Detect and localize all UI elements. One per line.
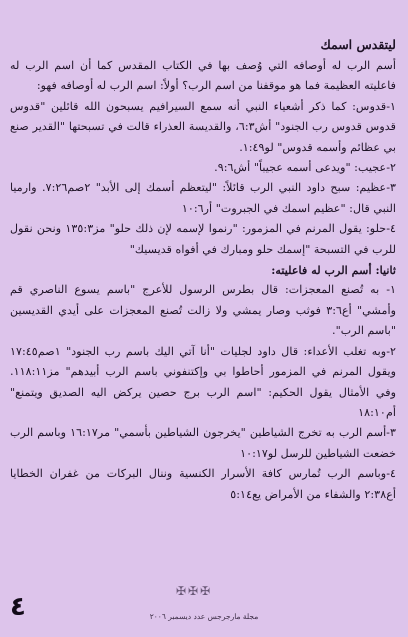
- page-body: [10, 36, 396, 608]
- page-title: ليتقدس اسمك: [320, 37, 396, 52]
- footer-caption: مجلة مارجرجس عدد ديسمبر ٢٠٠٦: [149, 612, 259, 621]
- demons-paragraph: ٣-أسم الرب به تخرج الشياطين "يخرجون الشياطين بأسمي" مر١٦:١٧ وباسم الرب خضعت الشياطين للرسل لو١٠:١٧: [10, 426, 396, 460]
- intro-paragraph: أسم الرب له أوصافه التي وُصف بها في الكتاب المقدس كما أن اسم الرب له فاعليته العظيمة فما هو موقفنا من اسم الرب؟ أولاً: اسم الرب له أوصافه فهو:: [10, 59, 396, 93]
- miracles-paragraph: ١- به تُصنع المعجزات: قال بطرس الرسول للأعرج "باسم يسوع الناصري قم وأمشي" أع٣:٦ فوثب وصار يمشي ولا زالت تُصنع المعجزات على أيدي القديسين "باسم الرب".: [10, 283, 396, 338]
- sweet-paragraph: ٤-حلو: يقول المرنم في المزمور: "رنموا لإسمه لإن ذلك حلو" مز١٣٥:٣ ونحن نقول للرب في التسبحة "إسمك حلو ومبارك في أفواه قديسيك": [10, 222, 396, 256]
- enemies-paragraph: ٢-وبه تغلب الأعداء: قال داود لجليات "أنا آتي اليك باسم رب الجنود" ١صم١٧:٤٥ ويقول المرنم في المزمور أحاطوا بي وإكتنفوني باسم الرب أبيدهم" مز١١٨:١١. وفي الأمثال يقول الحكيم: "اسم الرب برج حصين يركض اليه الصديق ويتمنع" أم١٨:١٠: [10, 344, 396, 419]
- sacraments-paragraph: ٤-وباسم الرب تُمارس كافة الأسرار الكنسية وننال البركات من غفران الخطايا أع٢:٣٨ والشفاء من الأمراض يع٥:١٤: [10, 467, 396, 501]
- great-paragraph: ٣-عظيم: سبح داود النبي الرب قائلاً: "ليتعظم أسمك إلى الأبد" ٢صم٧:٢٦. وارميا النبي قال: "عظيم اسمك في الجبروت" أر١٠:٦: [10, 181, 397, 215]
- wonderful-paragraph: ٢-عجيب: "ويدعى أسمه عجيباً" أش٩:٦.: [214, 161, 396, 175]
- holy-paragraph: ١-قدوس: كما ذكر أشعياء النبي أنه سمع السيرافيم يسبحون الله قائلين "قدوس قدوس قدوس رب الجنود" أش٦:٣، والقديسة العذراء قالت في تسبحتها "القدير صنع بي عظائم وأسمه قدوس" لو١:٤٩.: [10, 99, 396, 154]
- crosses-ornament-icon: ✠✠✠: [176, 584, 213, 598]
- section-heading: ثانيا: أسم الرب له فاعليته:: [271, 263, 396, 278]
- page-number: ٤: [10, 592, 26, 622]
